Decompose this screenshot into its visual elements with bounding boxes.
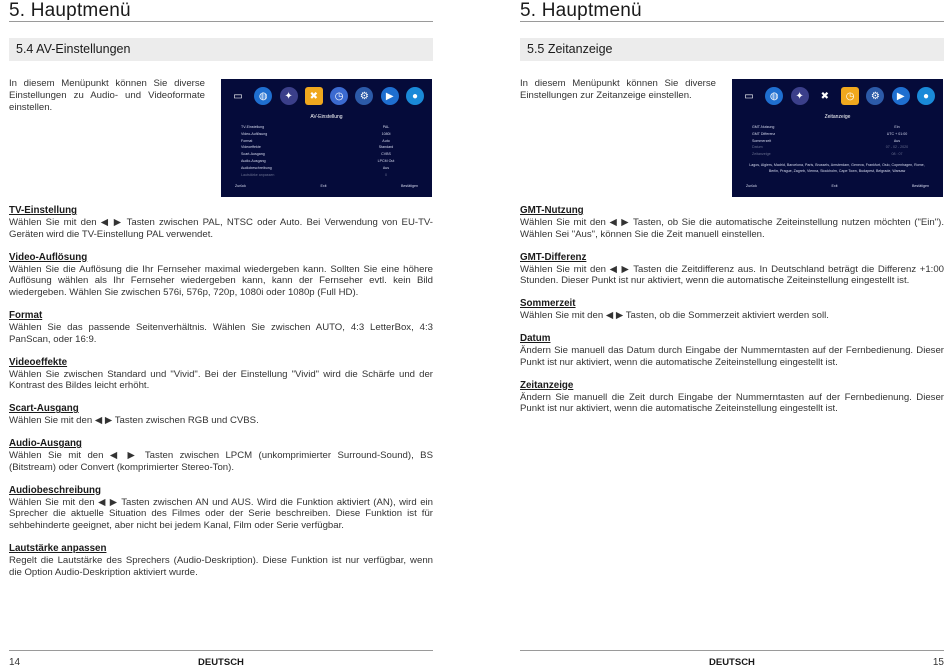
- tools-icon: ✖: [820, 90, 830, 102]
- settings-row: Video-Auflösung 1080i: [241, 131, 391, 136]
- item-text: Regelt die Lautstärke des Sprechers (Audio-Deskription). Diese Funktion ist nur verfügbar, wenn die Option Audio-Deskription aktiviert wurde.: [9, 554, 433, 578]
- description-item: [520, 298, 944, 322]
- item-title: Datum: [520, 332, 551, 344]
- item-text: Wählen Sie mit den ◀ ▶ Tasten zwischen LPCM (unkomprimierter Surround-Sound), BS (Bitstream) oder Convert (komprimierter Stereo-Ton).: [9, 449, 433, 473]
- tools-icon: ✖: [305, 87, 323, 105]
- section-title: 5.4 AV-Einstellungen: [16, 42, 131, 56]
- page-number: 15: [932, 657, 944, 668]
- tv-icon: ▭: [744, 90, 754, 102]
- item-title: GMT-Nutzung: [520, 205, 584, 216]
- description-item: [520, 252, 944, 288]
- footer-back: Zurück: [746, 184, 757, 188]
- description-item: [9, 252, 433, 299]
- language-label: DEUTSCH: [709, 657, 755, 668]
- footer-confirm: Bestätigen: [912, 184, 929, 188]
- screen-footer: [235, 184, 418, 188]
- settings-row: Videoeffekte Standard: [241, 145, 394, 150]
- heading-divider: [520, 21, 944, 22]
- page-number: 14: [9, 657, 21, 668]
- description-item: [9, 485, 433, 532]
- section-band: [520, 38, 944, 61]
- description-item: [9, 543, 433, 579]
- item-title: Scart-Ausgang: [9, 403, 79, 415]
- footer-confirm: Bestätigen: [401, 184, 418, 188]
- timezone-cities: Lagos, Algiers, Madrid, Barcelona, Paris, Brussels, Amsterdam, Geneva, Frankfurt, Oslo, Copenhagen, Rome, Berlin, Prague, Zagreb, Vienna, Stockholm, Cape Town, Budapest, Belgrade, Warsaw: [749, 163, 925, 173]
- settings-row: TV-Einstellung PAL: [241, 125, 390, 129]
- section-band: [9, 38, 433, 61]
- item-text: Ändern Sie manuell das Datum durch Eingabe der Nummerntasten auf der Fernbedienung. Dieser Punkt ist nur aktiviert, wenn die automatische Zeiteinstellung eingestellt ist.: [520, 344, 944, 368]
- description-item: [520, 333, 944, 369]
- description-item: [9, 403, 433, 427]
- item-text: Ändern Sie manuell die Zeit durch Eingabe der Nummerntasten auf der Fernbedienung. Dieser Punkt ist nur aktiviert, wenn die automatische Zeiteinstellung eingestellt ist.: [520, 391, 944, 415]
- settings-icon: ⚙: [866, 87, 884, 105]
- description-item: [9, 438, 433, 474]
- settings-row: Audio-Ausgang LPCM Out: [241, 158, 395, 163]
- globe-icon: ◍: [765, 87, 783, 105]
- description-item: [520, 205, 944, 241]
- item-text: Wählen Sie die Auflösung die Ihr Fernseher maximal wiedergeben kann. Sollten Sie eine höhere Auflösung wählen als Ihr Fernseher wiedergeben kann, kann der Fernseher evtl. kein Bild wiedergeben. Wählen Sie zwischen 576i, 576p, 720p, 1080i oder 1080p (Full HD).: [9, 263, 433, 299]
- play-icon: ▶: [892, 87, 910, 105]
- footer-divider: [9, 650, 433, 651]
- footer-back: Zurück: [235, 184, 246, 188]
- time-settings-screenshot: [732, 79, 943, 197]
- right-page: [520, 0, 944, 667]
- item-text: Wählen Sie zwischen Standard und "Vivid". Bei der Einstellung "Vivid" wird die Schärfe und der Kontrast des Bildes leicht erhöht.: [9, 368, 433, 392]
- av-settings-screenshot: [221, 79, 432, 197]
- settings-row: GMT-Nutzung Ein: [752, 125, 900, 129]
- settings-icon: ⚙: [355, 87, 373, 105]
- item-text: Wählen Sie mit den ◀ ▶ Tasten zwischen PAL, NTSC oder Auto. Bei Verwendung von EU-TV-Geräten wird die TV-Einstellung PAL verwendet.: [9, 217, 433, 240]
- intro-text: In diesem Menüpunkt können Sie diverse Einstellungen zu Audio- und Videoformate einstellen.: [9, 78, 205, 113]
- settings-rows: [752, 124, 912, 158]
- description-item: [9, 357, 433, 393]
- item-text: Wählen Sie mit den ◀ ▶ Tasten zwischen RGB und CVBS.: [9, 415, 259, 427]
- settings-row: Sommerzeit Aus: [752, 138, 901, 143]
- globe-icon: ◍: [254, 87, 272, 105]
- description-list: [520, 205, 944, 415]
- chapter-heading: 5. Hauptmenü: [9, 0, 131, 21]
- screen-footer: [746, 184, 929, 188]
- settings-row: Audiobeschreibung Aus: [241, 165, 390, 170]
- section-title: 5.5 Zeitanzeige: [527, 42, 613, 56]
- menu-icon-bar: [740, 87, 935, 107]
- settings-rows: [241, 124, 401, 178]
- language-label: DEUTSCH: [198, 657, 244, 668]
- screen-title: Zeitanzeige: [824, 114, 851, 120]
- clock-icon: ◷: [330, 87, 348, 105]
- settings-row: Zeitanzeige 08 : 07: [752, 152, 903, 157]
- balloon-icon: ●: [917, 87, 935, 105]
- balloon-icon: ●: [406, 87, 424, 105]
- heading-divider: [9, 21, 433, 22]
- screen-title: AV-Einstellung: [310, 114, 343, 120]
- description-item: [520, 380, 944, 416]
- item-title: Audiobeschreibung: [9, 484, 101, 496]
- tv-icon: ▭: [233, 90, 243, 102]
- item-text: Wählen Sie das passende Seitenverhältnis. Wählen Sie zwischen AUTO, 4:3 LetterBox, 4:3 PanScan, oder 16:9.: [9, 321, 433, 345]
- footer-exit: Exit: [320, 184, 327, 188]
- item-title: Video-Auflösung: [9, 251, 88, 263]
- footer-exit: Exit: [831, 184, 838, 188]
- item-text: Wählen Sie mit den ◀ ▶ Tasten, ob die Sommerzeit aktiviert werden soll.: [520, 310, 829, 322]
- satellite-icon: ✦: [280, 87, 298, 105]
- item-title: Sommerzeit: [520, 298, 576, 310]
- settings-row: Lautstärke anpassen 0: [241, 172, 387, 177]
- item-text: Wählen Sie mit den ◀ ▶ Tasten die Zeitdifferenz aus. In Deutschland beträgt die Differenz +1:00 Stunden. Dieser Punkt ist nur aktiviert, wenn die automatische Zeiteinstellung eingestellt ist.: [520, 263, 944, 287]
- menu-icon-bar: [229, 87, 424, 107]
- item-text: Wählen Sie mit den ◀ ▶ Tasten, ob Sie die automatische Zeiteinstellung nutzen möchten ("Ein"). Wählen Sei "Aus", können Sie die Zeit manuell einstellen.: [520, 217, 944, 240]
- description-item: [9, 205, 433, 241]
- clock-icon: ◷: [841, 87, 859, 105]
- satellite-icon: ✦: [791, 87, 809, 105]
- left-page: [9, 0, 433, 667]
- footer-divider: [520, 650, 944, 651]
- item-title: Zeitanzeige: [520, 379, 574, 391]
- play-icon: ▶: [381, 87, 399, 105]
- chapter-heading: 5. Hauptmenü: [520, 0, 642, 21]
- item-title: GMT-Differenz: [520, 251, 587, 263]
- settings-row: Datum 07 - 02 - 2020: [752, 145, 909, 150]
- item-title: Lautstärke anpassen: [9, 542, 107, 554]
- settings-row: Format Auto: [241, 138, 390, 143]
- settings-row: Scart-Ausgang CVBS: [241, 152, 391, 157]
- item-title: Videoeffekte: [9, 356, 68, 368]
- description-list: [9, 205, 433, 579]
- item-title: Format: [9, 309, 43, 321]
- item-text: Wählen Sie mit den ◀ ▶ Tasten zwischen AN und AUS. Wird die Funktion aktiviert (AN), wird ein Sprecher die aktuelle Situation des Filmes oder der Serie beschreiben. Diese Funktion ist für sehbehinderte geeignet, aber nicht bei jedem Kanal, Film oder Serie verfügbar.: [9, 496, 433, 532]
- item-title: TV-Einstellung: [9, 205, 78, 216]
- intro-text: In diesem Menüpunkt können Sie diverse Einstellungen zur Zeitanzeige einstellen.: [520, 78, 716, 101]
- description-item: [9, 310, 433, 346]
- settings-row: GMT Differenz UTC + 01:00: [752, 131, 908, 136]
- item-title: Audio-Ausgang: [9, 437, 82, 449]
